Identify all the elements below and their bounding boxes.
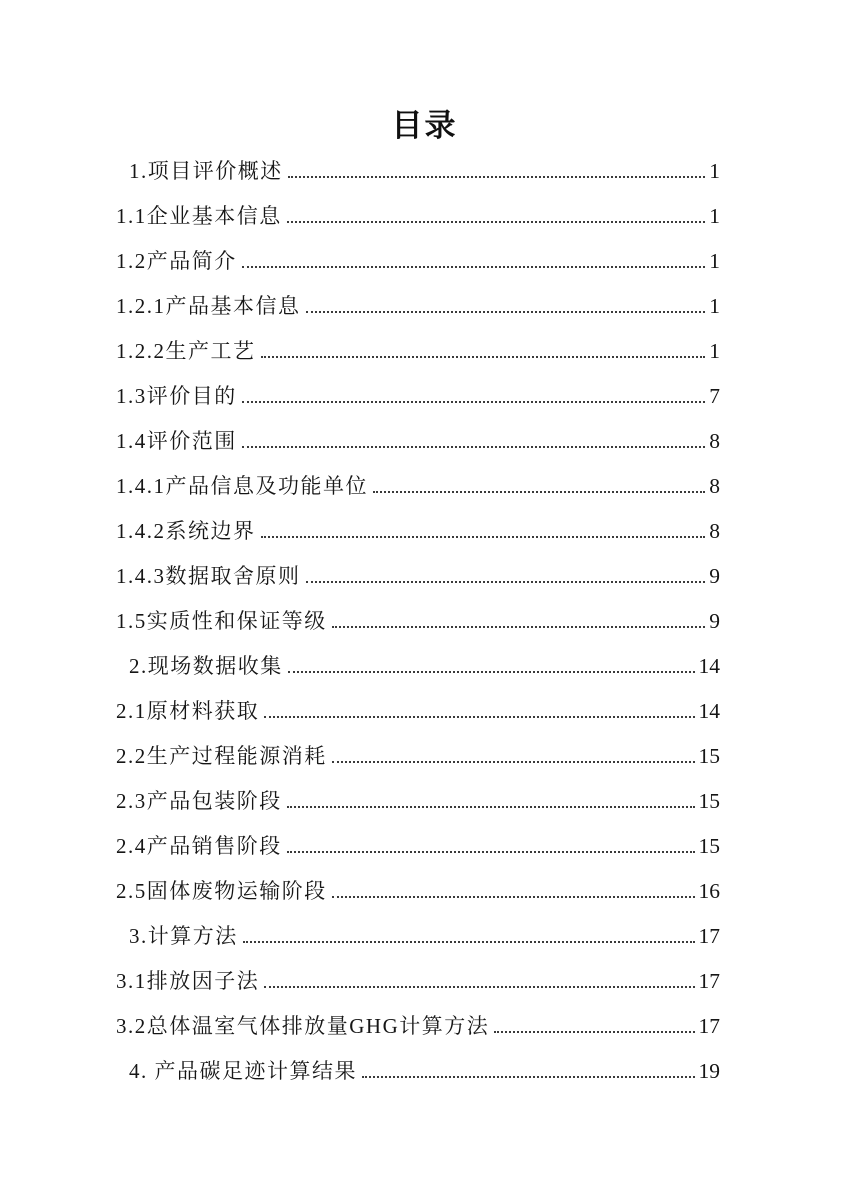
toc-entry-label: 2.1原材料获取 [116, 699, 260, 723]
toc-entry-page: 8 [709, 474, 720, 498]
toc-entry[interactable] [116, 734, 720, 779]
toc-entry-label: 2.现场数据收集 [129, 654, 283, 678]
toc-entry[interactable] [116, 509, 720, 554]
toc-entry-page: 15 [698, 789, 720, 813]
toc-entry[interactable] [116, 914, 720, 959]
toc-entry-label: 1.4评价范围 [116, 429, 237, 453]
toc-entry[interactable] [116, 869, 720, 914]
toc-entry-label: 4. 产品碳足迹计算结果 [129, 1059, 357, 1083]
page-title: 目录 [391, 108, 458, 143]
toc-entry[interactable] [116, 689, 720, 734]
toc-entry-label: 3.1排放因子法 [116, 969, 260, 993]
toc-entry[interactable] [116, 779, 720, 824]
toc-entry-label: 1.1企业基本信息 [116, 204, 282, 228]
toc-leader-dots [242, 264, 706, 268]
toc-leader-dots [287, 804, 695, 808]
toc-entry-label: 1.项目评价概述 [129, 159, 283, 183]
toc-leader-dots [332, 894, 695, 898]
toc-leader-dots [373, 489, 705, 493]
toc-entry-page: 9 [709, 609, 720, 633]
toc-entry[interactable] [116, 1004, 720, 1049]
toc-leader-dots [242, 399, 706, 403]
toc-leader-dots [332, 624, 706, 628]
toc-entry-label: 2.2生产过程能源消耗 [116, 744, 327, 768]
toc-entry-page: 1 [709, 339, 720, 363]
toc-entry-label: 3.2总体温室气体排放量GHG计算方法 [116, 1014, 490, 1038]
toc-entry[interactable] [116, 329, 720, 374]
toc-entry[interactable] [116, 464, 720, 509]
toc-leader-dots [306, 579, 706, 583]
toc-entry-page: 15 [698, 834, 720, 858]
toc-leader-dots [306, 309, 706, 313]
toc-entry-page: 1 [709, 159, 720, 183]
toc-entry-label: 1.5实质性和保证等级 [116, 609, 327, 633]
toc-entry[interactable] [116, 1049, 720, 1094]
toc-entry[interactable] [116, 824, 720, 869]
toc-leader-dots [332, 759, 695, 763]
toc-entry-page: 7 [709, 384, 720, 408]
toc-entry-label: 1.2.2生产工艺 [116, 339, 256, 363]
toc-entry[interactable] [116, 644, 720, 689]
toc-leader-dots [288, 174, 706, 178]
toc-leader-dots [243, 939, 695, 943]
toc-leader-dots [261, 534, 706, 538]
toc-entry-label: 1.2产品简介 [116, 249, 237, 273]
toc-leader-dots [362, 1074, 695, 1078]
toc-entry-page: 8 [709, 429, 720, 453]
toc-entry[interactable] [116, 599, 720, 644]
toc-leader-dots [288, 669, 695, 673]
toc-leader-dots [494, 1029, 694, 1033]
toc-leader-dots [287, 849, 695, 853]
toc-entry[interactable] [116, 554, 720, 599]
toc-entry-page: 1 [709, 294, 720, 318]
toc-entry-page: 1 [709, 204, 720, 228]
toc-entry-page: 8 [709, 519, 720, 543]
toc-leader-dots [264, 714, 694, 718]
toc-leader-dots [264, 984, 694, 988]
toc-leader-dots [261, 354, 706, 358]
toc-entry-page: 17 [698, 1014, 720, 1038]
toc-entry[interactable] [116, 374, 720, 419]
toc-entry-page: 14 [698, 654, 720, 678]
toc-entry[interactable] [116, 149, 720, 194]
toc-leader-dots [287, 219, 706, 223]
toc-entry-label: 3.计算方法 [129, 924, 238, 948]
toc-entry[interactable] [116, 239, 720, 284]
toc-entry-label: 2.5固体废物运输阶段 [116, 879, 327, 903]
toc-entry-page: 16 [698, 879, 720, 903]
toc-entry-page: 1 [709, 249, 720, 273]
toc-entry-label: 1.3评价目的 [116, 384, 237, 408]
toc-entry-label: 1.4.1产品信息及功能单位 [116, 474, 368, 498]
toc-entry-label: 2.4产品销售阶段 [116, 834, 282, 858]
toc-entry-page: 17 [698, 969, 720, 993]
toc-list [116, 149, 720, 1094]
toc-entry-label: 2.3产品包装阶段 [116, 789, 282, 813]
toc-entry-page: 19 [698, 1059, 720, 1083]
toc-leader-dots [242, 444, 706, 448]
toc-entry-page: 14 [698, 699, 720, 723]
toc-entry-page: 9 [709, 564, 720, 588]
toc-entry[interactable] [116, 194, 720, 239]
toc-entry-page: 15 [698, 744, 720, 768]
toc-entry[interactable] [116, 959, 720, 1004]
toc-entry-page: 17 [698, 924, 720, 948]
toc-entry[interactable] [116, 419, 720, 464]
toc-entry-label: 1.4.2系统边界 [116, 519, 256, 543]
toc-entry[interactable] [116, 284, 720, 329]
toc-entry-label: 1.2.1产品基本信息 [116, 294, 301, 318]
toc-entry-label: 1.4.3数据取舍原则 [116, 564, 301, 588]
